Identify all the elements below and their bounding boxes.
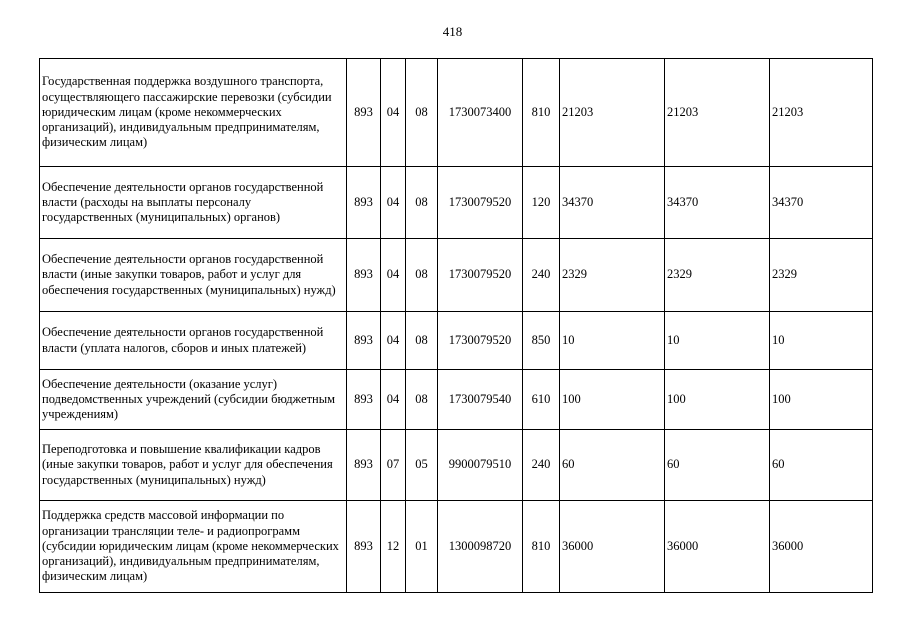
section-code-cell: 04 bbox=[381, 370, 406, 430]
amount-cell-3: 36000 bbox=[770, 501, 873, 593]
target-article-cell: 1730079540 bbox=[438, 370, 523, 430]
ministry-code-cell: 893 bbox=[347, 59, 381, 167]
table-row bbox=[40, 370, 873, 430]
amount-cell-2: 2329 bbox=[665, 239, 770, 312]
ministry-code-cell: 893 bbox=[347, 430, 381, 501]
section-code-cell: 04 bbox=[381, 59, 406, 167]
amount-cell-3: 2329 bbox=[770, 239, 873, 312]
amount-cell-1: 2329 bbox=[560, 239, 665, 312]
expense-name-cell: Обеспечение деятельности органов государственной власти (уплата налогов, сборов и иных платежей) bbox=[40, 312, 347, 370]
subsection-code-cell: 08 bbox=[406, 59, 438, 167]
amount-cell-1: 36000 bbox=[560, 501, 665, 593]
expense-type-cell: 240 bbox=[523, 430, 560, 501]
table-row bbox=[40, 501, 873, 593]
section-code-cell: 12 bbox=[381, 501, 406, 593]
amount-cell-2: 60 bbox=[665, 430, 770, 501]
amount-cell-2: 34370 bbox=[665, 167, 770, 239]
amount-cell-3: 21203 bbox=[770, 59, 873, 167]
expense-name-cell: Поддержка средств массовой информации по организации трансляции теле- и радиопрограмм (субсидии юридическим лицам (кроме некоммерческих организаций), индивидуальным предпринимателям, физическим лицам) bbox=[40, 501, 347, 593]
target-article-cell: 1300098720 bbox=[438, 501, 523, 593]
section-code-cell: 04 bbox=[381, 312, 406, 370]
expense-name-cell: Обеспечение деятельности органов государственной власти (расходы на выплаты персоналу государственных (муниципальных) органов) bbox=[40, 167, 347, 239]
target-article-cell: 1730079520 bbox=[438, 239, 523, 312]
target-article-cell: 1730073400 bbox=[438, 59, 523, 167]
amount-cell-1: 60 bbox=[560, 430, 665, 501]
target-article-cell: 9900079510 bbox=[438, 430, 523, 501]
section-code-cell: 04 bbox=[381, 239, 406, 312]
amount-cell-1: 100 bbox=[560, 370, 665, 430]
amount-cell-3: 34370 bbox=[770, 167, 873, 239]
expense-name-cell: Переподготовка и повышение квалификации кадров (иные закупки товаров, работ и услуг для обеспечения государственных (муниципальных) нужд) bbox=[40, 430, 347, 501]
expense-name-cell: Обеспечение деятельности органов государственной власти (иные закупки товаров, работ и услуг для обеспечения государственных (муниципальных) нужд) bbox=[40, 239, 347, 312]
subsection-code-cell: 08 bbox=[406, 239, 438, 312]
subsection-code-cell: 05 bbox=[406, 430, 438, 501]
subsection-code-cell: 08 bbox=[406, 312, 438, 370]
expense-type-cell: 120 bbox=[523, 167, 560, 239]
expense-type-cell: 810 bbox=[523, 59, 560, 167]
expense-type-cell: 850 bbox=[523, 312, 560, 370]
ministry-code-cell: 893 bbox=[347, 167, 381, 239]
table-row bbox=[40, 239, 873, 312]
budget-table bbox=[39, 58, 873, 593]
target-article-cell: 1730079520 bbox=[438, 167, 523, 239]
amount-cell-3: 10 bbox=[770, 312, 873, 370]
amount-cell-2: 100 bbox=[665, 370, 770, 430]
table-row bbox=[40, 167, 873, 239]
target-article-cell: 1730079520 bbox=[438, 312, 523, 370]
ministry-code-cell: 893 bbox=[347, 370, 381, 430]
page-number: 418 bbox=[442, 24, 463, 39]
amount-cell-2: 21203 bbox=[665, 59, 770, 167]
amount-cell-3: 100 bbox=[770, 370, 873, 430]
ministry-code-cell: 893 bbox=[347, 501, 381, 593]
section-code-cell: 07 bbox=[381, 430, 406, 501]
amount-cell-2: 36000 bbox=[665, 501, 770, 593]
subsection-code-cell: 01 bbox=[406, 501, 438, 593]
expense-name-cell: Государственная поддержка воздушного транспорта, осуществляющего пассажирские перевозки (субсидии юридическим лицам (кроме некоммерческих организаций), индивидуальным предпринимателям, физическим лицам) bbox=[40, 59, 347, 167]
table-row bbox=[40, 59, 873, 167]
table-row bbox=[40, 312, 873, 370]
expense-type-cell: 240 bbox=[523, 239, 560, 312]
ministry-code-cell: 893 bbox=[347, 239, 381, 312]
subsection-code-cell: 08 bbox=[406, 167, 438, 239]
amount-cell-1: 10 bbox=[560, 312, 665, 370]
table-row bbox=[40, 430, 873, 501]
amount-cell-1: 34370 bbox=[560, 167, 665, 239]
subsection-code-cell: 08 bbox=[406, 370, 438, 430]
amount-cell-2: 10 bbox=[665, 312, 770, 370]
ministry-code-cell: 893 bbox=[347, 312, 381, 370]
expense-name-cell: Обеспечение деятельности (оказание услуг) подведомственных учреждений (субсидии бюджетным учреждениям) bbox=[40, 370, 347, 430]
expense-type-cell: 610 bbox=[523, 370, 560, 430]
amount-cell-3: 60 bbox=[770, 430, 873, 501]
expense-type-cell: 810 bbox=[523, 501, 560, 593]
section-code-cell: 04 bbox=[381, 167, 406, 239]
amount-cell-1: 21203 bbox=[560, 59, 665, 167]
